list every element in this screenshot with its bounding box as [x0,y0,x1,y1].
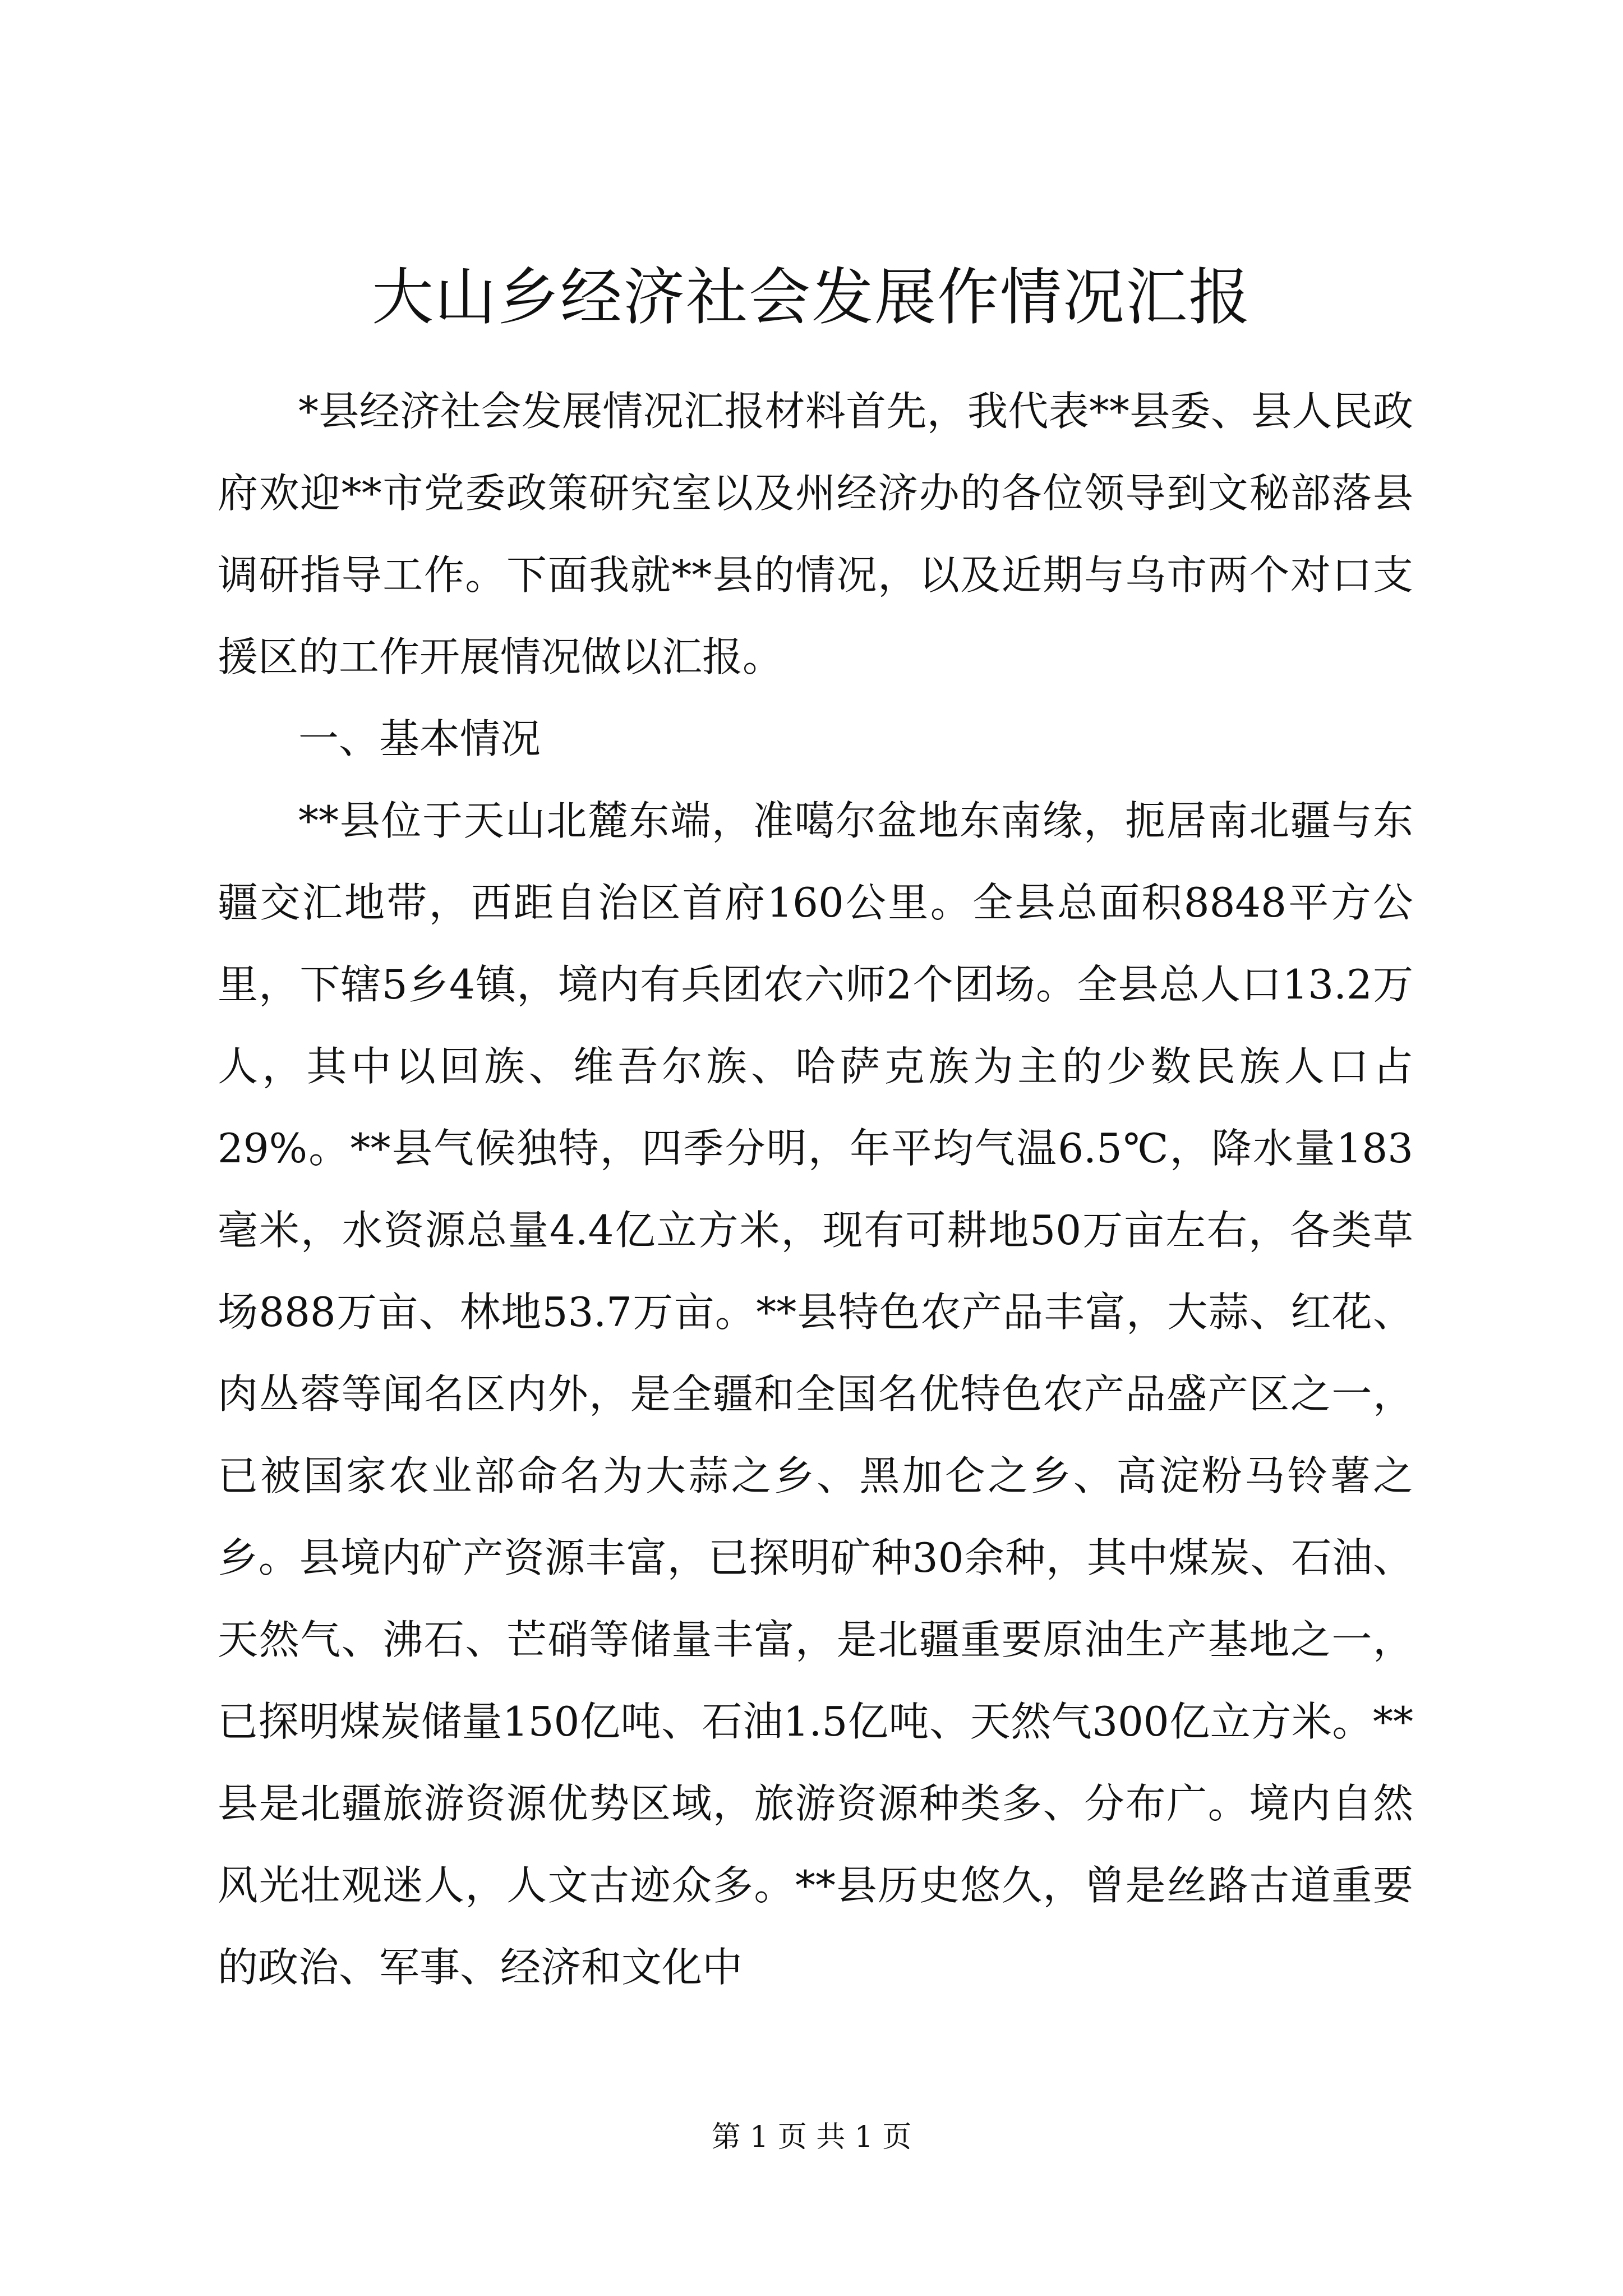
page-footer: 第 1 页 共 1 页 [711,2120,912,2154]
basic-info-paragraph: **县位于天山北麓东端，准噶尔盆地东南缘，扼居南北疆与东疆交汇地带，西距自治区首府160公里。全县总面积8848平方公里，下辖5乡4镇，境内有兵团农六师2个团场。全县总人口13.2万人，其中以回族、维吾尔族、哈萨克族为主的少数民族人口占29%。**县气候独特，四季分明，年平均气温6.5℃，降水量183毫米，水资源总量4.4亿立方米，现有可耕地50万亩左右，各类草场888万亩、林地53.7万亩。**县特色农产品丰富，大蒜、红花、肉丛蓉等闻名区内外，是全疆和全国名优特色农产品盛产区之一，已被国家农业部命名为大蒜之乡、黑加仑之乡、高淀粉马铃薯之乡。县境内矿产资源丰富，已探明矿种30余种，其中煤炭、石油、天然气、沸石、芒硝等储量丰富，是北疆重要原油生产基地之一，已探明煤炭储量150亿吨、石油1.5亿吨、天然气300亿立方米。**县是北疆旅游资源优势区域，旅游资源种类多、分布广。境内自然风光壮观迷人，人文古迹众多。**县历史悠久，曾是丝路古道重要的政治、军事、经济和文化中 [218,797,1413,1991]
section-heading: 一、基本情况 [298,715,541,762]
intro-paragraph: *县经济社会发展情况汇报材料首先，我代表**县委、县人民政府欢迎**市党委政策研究室以及州经济办的各位领导到文秘部落县调研指导工作。下面我就**县的情况，以及近期与乌市两个对口支援区的工作开展情况做以汇报。 [218,388,1413,680]
document-title: 大山乡经济社会发展作情况汇报 [372,261,1251,333]
document-body [218,370,1413,2008]
